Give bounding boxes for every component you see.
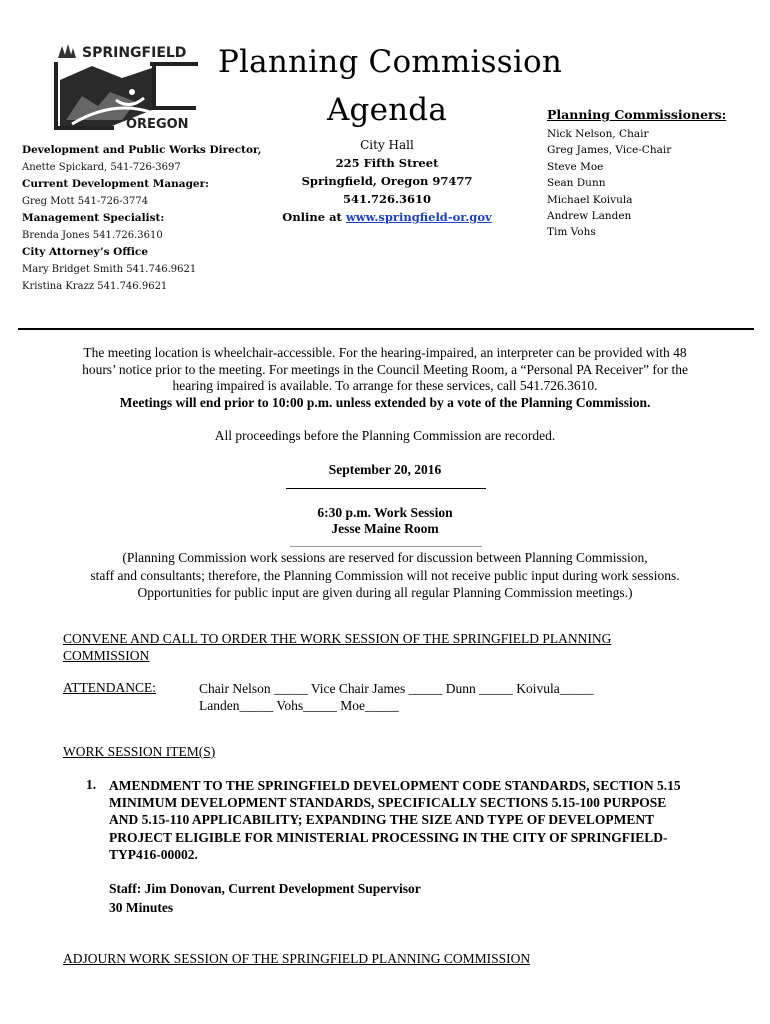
attendance-list — [199, 680, 719, 714]
contact-role: City Attorney’s Office — [22, 246, 148, 258]
commissioners-list — [547, 106, 762, 241]
logo-mark — [52, 40, 202, 132]
convene-line: CONVENE AND CALL TO ORDER THE WORK SESSION OF THE SPRINGFIELD PLANNING — [63, 631, 612, 646]
logo-bottom-text: OREGON — [126, 117, 189, 132]
commissioner: Michael Koivula — [547, 193, 633, 206]
item-number: 1. — [86, 777, 97, 792]
location-phone: 541.726.3610 — [342, 192, 432, 206]
item-duration: 30 Minutes — [109, 900, 174, 915]
notice-line: The meeting location is wheelchair-accessible. For the hearing-impaired, an interpreter can be provided with 48 — [83, 345, 687, 360]
commissioner: Sean Dunn — [547, 177, 606, 190]
item-line: AMENDMENT TO THE SPRINGFIELD DEVELOPMENT CODE STANDARDS, SECTION 5.15 — [109, 778, 681, 793]
work-session-header — [58, 505, 712, 537]
commissioner: Nick Nelson, Chair — [547, 128, 649, 140]
note-line: Opportunities for public input are given during all regular Planning Commission meetings.) — [137, 585, 633, 600]
notice-line: hearing impaired is available. To arrange for these services, call 541.726.3610. — [172, 378, 598, 393]
notice-bold-line: Meetings will end prior to 10:00 p.m. unless extended by a vote of the Planning Commission. — [119, 394, 651, 410]
commissioner: Tim Vohs — [547, 226, 596, 239]
contact-role: Development and Public Works Director, — [22, 144, 262, 156]
commissioner: Andrew Landen — [547, 210, 632, 223]
item-staff — [109, 879, 421, 917]
online-prefix: Online at — [282, 210, 346, 224]
date-divider — [286, 488, 486, 489]
item-line: TYP416-00002. — [109, 846, 198, 862]
header-divider — [18, 328, 754, 330]
commissioners-heading: Planning Commissioners: — [547, 107, 727, 122]
logo-top-text: SPRINGFIELD — [82, 45, 187, 61]
meeting-date: September 20, 2016 — [328, 462, 442, 477]
recorded-notice: All proceedings before the Planning Commission are recorded. — [214, 428, 556, 443]
note-line: staff and consultants; therefore, the Planning Commission will not receive public input during work sessions. — [90, 567, 680, 583]
contact-name: Mary Bridget Smith 541.746.9621 — [22, 264, 197, 275]
item-line: MINIMUM DEVELOPMENT STANDARDS, SPECIFICALLY SECTIONS 5.15-100 PURPOSE — [109, 795, 667, 811]
attendance-line: Landen_____ Vohs_____ Moe_____ — [199, 698, 399, 713]
item-staff-line: Staff: Jim Donovan, Current Development Supervisor — [109, 881, 421, 896]
springfield-oregon-logo — [52, 40, 202, 132]
notice-line: hours’ notice prior to the meeting. For meetings in the Council Meeting Room, a “Personal PA Receiver” for the — [82, 361, 688, 377]
work-session-items-heading: WORK SESSION ITEM(S) — [63, 744, 216, 759]
work-session-note — [58, 549, 712, 602]
staff-contacts — [22, 142, 282, 295]
contact-name: Anette Spickard, 541-726-3697 — [22, 162, 181, 173]
meeting-location — [262, 136, 512, 226]
location-online — [262, 208, 512, 226]
location-name: City Hall — [360, 138, 414, 152]
agenda-item-title — [109, 777, 709, 863]
contact-name: Kristina Krazz 541.746.9621 — [22, 281, 168, 292]
location-street: 225 Fifth Street — [335, 156, 439, 170]
work-session-divider — [290, 546, 482, 547]
commissioner: Greg James, Vice-Chair — [547, 144, 672, 157]
page-title-line2: Agenda — [326, 92, 448, 128]
contact-name: Greg Mott 541-726-3774 — [22, 196, 149, 207]
commissioner: Steve Moe — [547, 160, 604, 173]
attendance-label: ATTENDANCE: — [63, 680, 156, 695]
note-line: (Planning Commission work sessions are reserved for discussion between Planning Commission, — [122, 550, 648, 565]
work-session-time: 6:30 p.m. Work Session — [317, 505, 453, 520]
accessibility-notice — [58, 345, 712, 411]
item-line: PROJECT ELIGIBLE FOR MINISTERIAL PROCESSING IN THE CITY OF SPRINGFIELD- — [109, 829, 668, 845]
convene-line: COMMISSION — [63, 648, 150, 663]
contact-role: Current Development Manager: — [22, 178, 210, 190]
item-line: AND 5.15-110 APPLICABILITY; EXPANDING THE SIZE AND TYPE OF DEVELOPMENT — [109, 812, 655, 828]
convene-heading — [63, 630, 703, 664]
contact-role: Management Specialist: — [22, 212, 165, 224]
location-city: Springfield, Oregon 97477 — [301, 174, 473, 188]
contact-name: Brenda Jones 541.726.3610 — [22, 230, 163, 241]
attendance-line: Chair Nelson _____ Vice Chair James _____ Dunn _____ Koivula_____ — [199, 681, 594, 696]
page-title-line1: Planning Commission — [217, 44, 562, 80]
website-link[interactable]: www.springfield-or.gov — [345, 210, 492, 224]
work-session-room: Jesse Maine Room — [331, 521, 439, 536]
adjourn-heading: ADJOURN WORK SESSION OF THE SPRINGFIELD PLANNING COMMISSION — [63, 951, 531, 966]
